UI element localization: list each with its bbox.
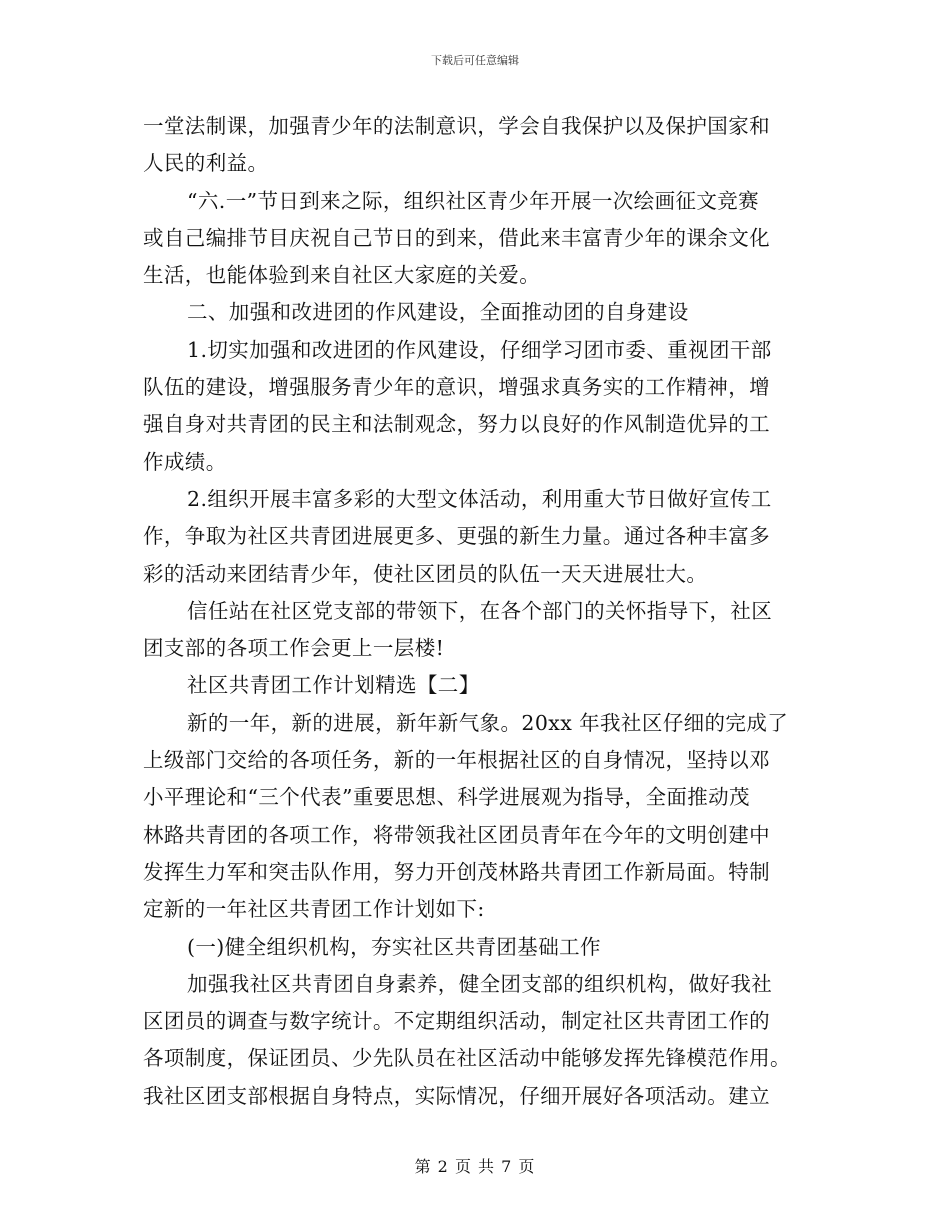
text-line: 作成绩。 — [143, 449, 227, 474]
text-line: 我社区团支部根据自身特点，实际情况，仔细开展好各项活动。建立 — [143, 1083, 770, 1108]
text-line: 一堂法制课，加强青少年的法制意识，学会自我保护以及保护国家和 — [143, 114, 770, 138]
text-line: 1.切实加强和改进团的作风建设，仔细学习团市委、重视团干部 — [187, 337, 772, 362]
text-line: 社区共青团工作计划精选【二】 — [187, 673, 480, 698]
text-line: 区团员的调查与数字统计。不定期组织活动，制定社区共青团工作的 — [143, 1009, 770, 1034]
text-line: 小平理论和“三个代表”重要思想、科学进展观为指导，全面推动茂 — [143, 785, 750, 810]
text-line: 定新的一年社区共青团工作计划如下: — [143, 897, 485, 922]
text-line: 发挥生力军和突击队作用，努力开创茂林路共青团工作新局面。特制 — [143, 859, 770, 884]
page-header: 下载后可任意编辑 — [431, 54, 519, 67]
text-line: 各项制度，保证团员、少先队员在社区活动中能够发挥先锋模范作用。 — [143, 1046, 791, 1071]
text-line: 队伍的建设，增强服务青少年的意识，增强求真务实的工作精神，增 — [143, 375, 770, 400]
text-line: 二、加强和改进团的作风建设，全面推动团的自身建设 — [187, 300, 689, 325]
text-line: 林路共青团的各项工作，将带领我社区团员青年在今年的文明创建中 — [143, 822, 770, 847]
text-line: 强自身对共青团的民主和法制观念，努力以良好的作风制造优异的工 — [143, 412, 770, 437]
text-line: 加强我社区共青团自身素养，健全团支部的组织机构，做好我社 — [187, 971, 773, 996]
text-line: (一)健全组织机构，夯实社区共青团基础工作 — [187, 934, 601, 959]
text-line: 信任站在社区党支部的带领下，在各个部门的关怀指导下，社区 — [187, 598, 773, 623]
page-number-footer: 第 2 页 共 7 页 — [414, 1157, 536, 1176]
text-line: “六.一”节日到来之际，组织社区青少年开展一次绘画征文竞赛 — [187, 188, 760, 213]
text-line: 彩的活动来团结青少年，使社区团员的队伍一天天进展壮大。 — [143, 561, 708, 586]
text-line: 或自己编排节目庆祝自己节日的到来，借此来丰富青少年的课余文化 — [143, 225, 770, 250]
text-line: 作，争取为社区共青团进展更多、更强的新生力量。通过各种丰富多 — [143, 524, 770, 549]
text-line: 2.组织开展丰富多彩的大型文体活动，利用重大节日做好宣传工 — [187, 486, 772, 511]
text-line: 上级部门交给的各项任务，新的一年根据社区的自身情况，坚持以邓 — [143, 748, 770, 773]
text-line: 团支部的各项工作会更上一层楼! — [143, 636, 445, 661]
text-line: 新的一年，新的进展，新年新气象。20xx 年我社区仔细的完成了 — [187, 710, 789, 735]
text-line: 人民的利益。 — [143, 151, 269, 176]
text-line: 生活，也能体验到来自社区大家庭的关爱。 — [143, 263, 541, 288]
document-body — [143, 108, 811, 1115]
